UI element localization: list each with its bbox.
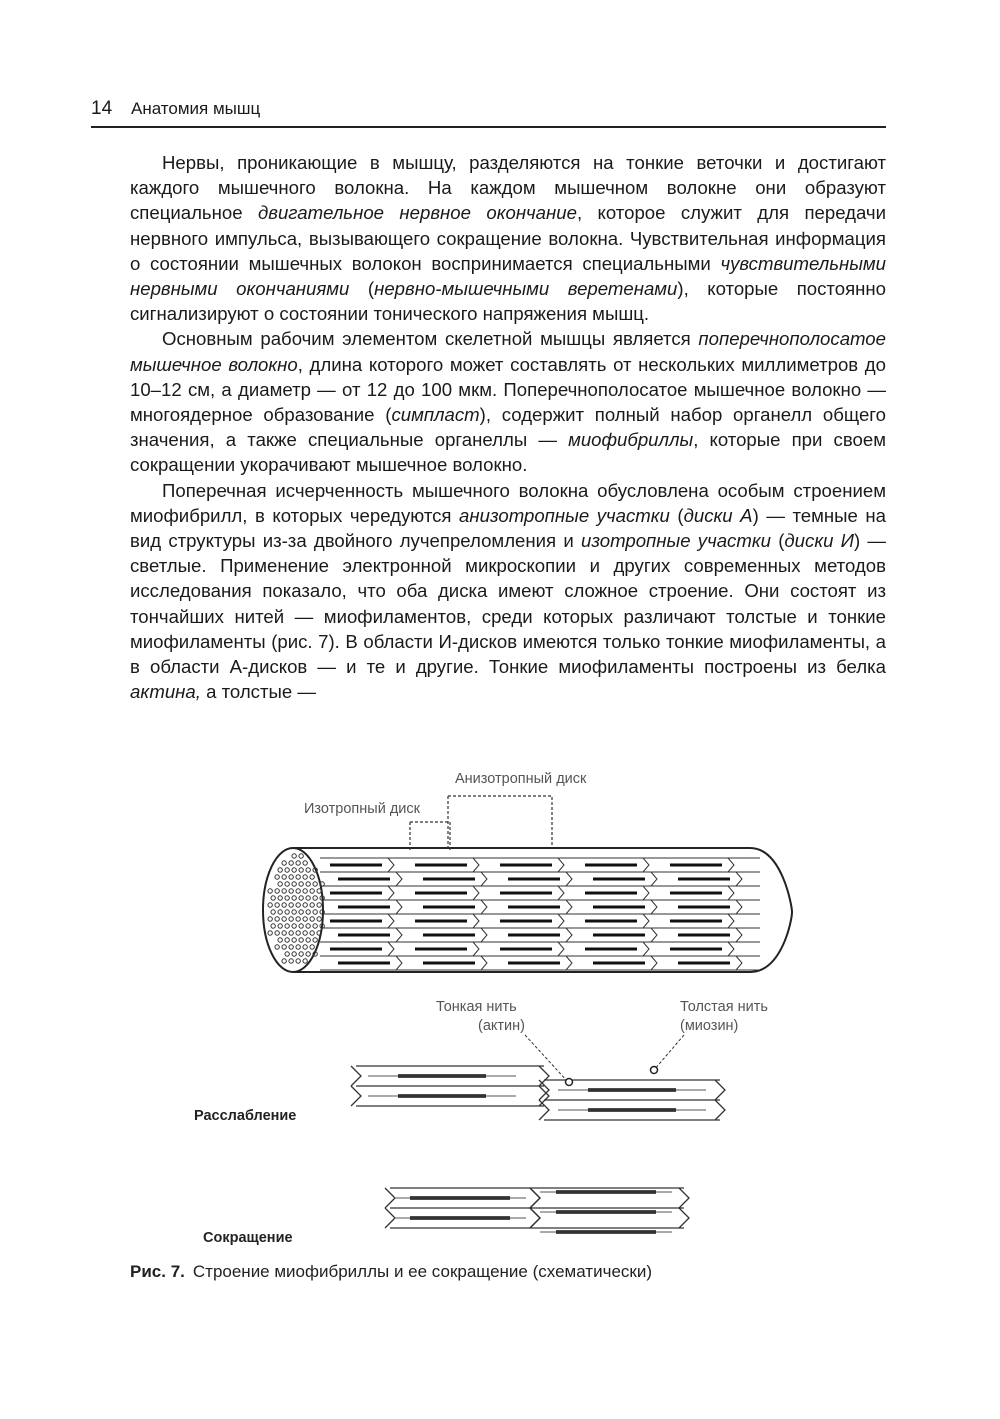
text-run: ) — светлые. Применение электронной микроскопии и других современных методов исследования показало, что оба диска имеют сложное строение. Они состоят из тончайших нитей — миофиламентов, среди которых различают толстые и тонкие миофиламенты (рис. 7). В области И-дисков имеются только тонкие миофиламенты, а в области А-дисков — и те и другие. Тонкие миофиламенты построены из белка [130,530,887,678]
z-line [715,1100,725,1120]
italic-term: диски А [683,504,753,526]
z-line [679,1208,689,1228]
thick-filament-marker [651,1067,658,1074]
figure-caption [130,1262,652,1282]
text-run: Нервы, проникающие в мышцу, разделяются на тонкие веточки и достигают каждого мышечного волокна. На каждом мышечном волокне они образуют специальное [130,152,886,224]
muscle-fiber-drawing [263,796,792,972]
italic-term: двигательное нервное окончание [257,202,577,224]
italic-term: чувствительными нервными окончаниями [130,252,886,300]
z-line [385,1208,395,1228]
label-isotropic-disc: Изотропный диск [304,801,420,817]
text-run: а толстые — [200,681,316,703]
text-run: ( [349,278,375,300]
label-thick-filament: Толстая нить [680,999,768,1015]
z-line [530,1188,540,1208]
italic-term: симпласт [391,404,480,426]
running-title: Анатомия мышц [131,99,261,118]
label-actin: (актин) [478,1018,525,1034]
z-line [539,1066,549,1086]
italic-term: анизотропные участки [459,504,670,526]
body-text [130,150,886,704]
label-anisotropic-disc: Анизотропный диск [455,771,587,787]
caption-text: Строение миофибриллы и ее сокращение (схематически) [192,1262,652,1281]
paragraph-1 [130,150,886,326]
z-line [539,1100,549,1120]
text-run: , которые при своем сокращении укорачивают мышечное волокно. [130,429,886,476]
label-relaxation: Расслабление [194,1108,297,1124]
z-line [530,1208,540,1228]
text-run: ( [669,504,684,526]
z-line [715,1080,725,1100]
text-run: ), содержит полный набор органелл общего значения, а также специальные органеллы — [130,404,887,451]
z-line [351,1066,361,1086]
z-line [530,1208,540,1228]
z-line [530,1188,540,1208]
text-run: ) — темные на вид структуры из-за двойного лучепреломления и [130,504,886,552]
figure-7 [0,760,1000,1280]
z-line [351,1086,361,1106]
italic-term: диски И [784,530,854,552]
page-number: 14 [91,98,113,119]
italic-term: поперечнополосатое мышечное волокно [130,328,886,375]
thin-filament-marker [566,1079,573,1086]
italic-term: миофибриллы [568,429,694,451]
italic-term: актина, [130,681,201,703]
label-thin-filament: Тонкая нить [436,999,517,1015]
italic-term: нервно-мышечными веретенами [374,278,678,300]
text-run: , длина которого может составлять от нескольких миллиметров до 10–12 см, а диаметр — от 12 до 100 мкм. Поперечнополосатое мышечное волокно — многоядерное образование ( [130,353,886,426]
relaxation-diagram [351,1066,725,1120]
italic-term: изотропные участки [580,530,771,552]
z-line [679,1188,689,1208]
label-contraction: Сокращение [203,1230,293,1246]
text-run: Основным рабочим элементом скелетной мышцы является [162,328,699,350]
caption-number: Рис. 7. [130,1262,185,1281]
text-run: ( [770,530,785,552]
text-run: Поперечная исчерченность мышечного волокна обусловлена особым строением миофибрилл, в которых чередуются [130,479,886,526]
paragraph-3 [130,478,886,705]
page-header [91,92,886,128]
paragraph-2 [130,326,886,477]
text-run: ), которые постоянно сигнализируют о состоянии тонического напряжения мышц. [130,278,887,325]
z-line [385,1188,395,1208]
label-myosin: (миозин) [680,1018,739,1034]
contraction-diagram [385,1188,689,1232]
text-run: , которое служит для передачи нервного импульса, вызывающего сокращение волокна. Чувствительная информация о состоянии мышечных волокон воспринимается специальными [130,202,886,274]
